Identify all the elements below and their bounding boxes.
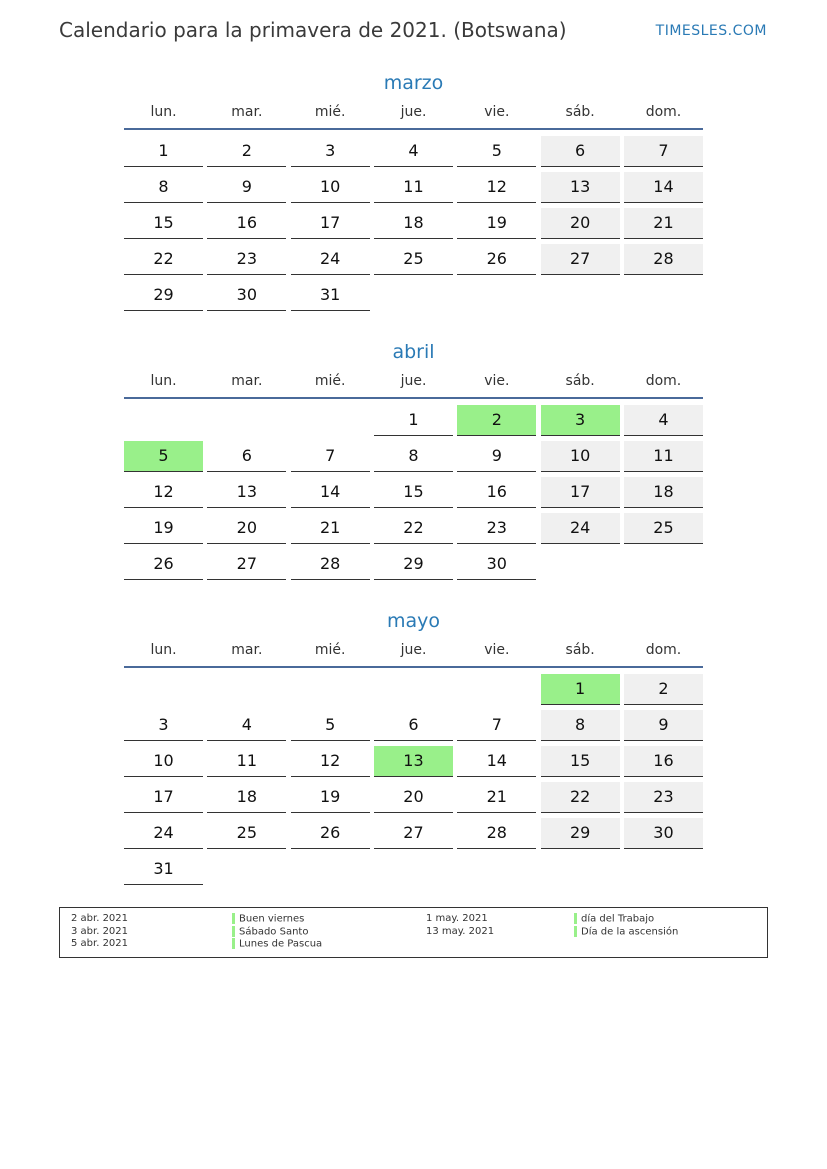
- empty-day-cell: [374, 854, 453, 885]
- page-title: Calendario para la primavera de 2021. (Botswana): [59, 18, 567, 42]
- day-cell: 28: [624, 244, 703, 275]
- empty-day-cell: [624, 280, 703, 311]
- day-cell: 16: [624, 746, 703, 777]
- legend-date: 5 abr. 2021: [71, 938, 129, 949]
- legend-date: 1 may. 2021: [426, 913, 488, 924]
- day-cell: 3: [124, 710, 203, 741]
- day-cell: 26: [457, 244, 536, 275]
- month-name: mayo: [386, 610, 441, 632]
- empty-day-cell: [457, 854, 536, 885]
- empty-day-cell: [124, 405, 203, 436]
- day-cell: 20: [541, 208, 620, 239]
- legend-names-left: [232, 913, 322, 951]
- day-cell: 30: [207, 280, 286, 311]
- legend-names-right: [574, 913, 678, 938]
- day-cell: 8: [374, 441, 453, 472]
- day-cell: 26: [124, 549, 203, 580]
- day-cell: 4: [207, 710, 286, 741]
- empty-day-cell: [374, 280, 453, 311]
- weekday-label: mié.: [314, 642, 346, 658]
- day-cell: 11: [207, 746, 286, 777]
- week-row: [124, 477, 703, 507]
- day-cell: 29: [124, 280, 203, 311]
- week-row: [124, 746, 703, 776]
- holiday-legend: [59, 907, 768, 958]
- day-cell: 28: [291, 549, 370, 580]
- legend-holiday-name: Lunes de Pascua: [239, 938, 323, 950]
- weekday-label: sáb.: [565, 104, 595, 120]
- day-cell: 5: [457, 136, 536, 167]
- weekday-label: jue.: [400, 373, 427, 389]
- legend-holiday-name: Buen viernes: [239, 913, 305, 925]
- day-cell: 21: [457, 782, 536, 813]
- weekday-label: mar.: [231, 642, 263, 658]
- legend-dates-left: [71, 913, 128, 951]
- day-cell: 20: [374, 782, 453, 813]
- week-row: [124, 441, 703, 471]
- month-grid: [124, 136, 703, 310]
- month-block-mayo: [124, 606, 703, 890]
- weekday-label: dom.: [645, 104, 682, 120]
- empty-day-cell: [624, 854, 703, 885]
- month-block-abril: [124, 337, 703, 585]
- day-cell: 18: [374, 208, 453, 239]
- week-row: [124, 710, 703, 740]
- month-name: marzo: [383, 72, 444, 94]
- holiday-day-cell: 5: [124, 441, 203, 472]
- day-cell: 17: [291, 208, 370, 239]
- day-cell: 12: [457, 172, 536, 203]
- holiday-color-marker: [232, 926, 235, 937]
- empty-day-cell: [541, 549, 620, 580]
- day-cell: 15: [374, 477, 453, 508]
- day-cell: 26: [291, 818, 370, 849]
- day-cell: 12: [291, 746, 370, 777]
- brand-link[interactable]: TIMESLES.COM: [655, 23, 767, 39]
- day-cell: 24: [541, 513, 620, 544]
- day-cell: 24: [291, 244, 370, 275]
- day-cell: 21: [624, 208, 703, 239]
- day-cell: 27: [541, 244, 620, 275]
- weekday-label: sáb.: [565, 642, 595, 658]
- legend-item: [574, 926, 678, 939]
- day-cell: 27: [374, 818, 453, 849]
- day-cell: 29: [541, 818, 620, 849]
- week-row: [124, 405, 703, 435]
- legend-item: [574, 913, 678, 926]
- legend-date: 2 abr. 2021: [71, 913, 129, 924]
- weekday-label: sáb.: [565, 373, 595, 389]
- day-cell: 15: [124, 208, 203, 239]
- holiday-color-marker: [574, 926, 577, 937]
- day-cell: 22: [124, 244, 203, 275]
- day-cell: 25: [207, 818, 286, 849]
- week-row: [124, 208, 703, 238]
- day-cell: 19: [291, 782, 370, 813]
- day-cell: 13: [207, 477, 286, 508]
- week-row: [124, 549, 703, 579]
- weekday-label: jue.: [400, 642, 427, 658]
- day-cell: 4: [624, 405, 703, 436]
- week-row: [124, 172, 703, 202]
- weekday-label: mar.: [231, 104, 263, 120]
- empty-day-cell: [291, 854, 370, 885]
- day-cell: 6: [374, 710, 453, 741]
- empty-day-cell: [541, 280, 620, 311]
- legend-item: [232, 913, 322, 926]
- weekday-label: lun.: [150, 642, 177, 658]
- weekday-label: dom.: [645, 373, 682, 389]
- day-cell: 12: [124, 477, 203, 508]
- day-cell: 29: [374, 549, 453, 580]
- holiday-day-cell: 1: [541, 674, 620, 705]
- empty-day-cell: [624, 549, 703, 580]
- legend-holiday-name: día del Trabajo: [581, 913, 655, 925]
- weekday-label: mié.: [314, 373, 346, 389]
- day-cell: 25: [624, 513, 703, 544]
- holiday-color-marker: [232, 913, 235, 924]
- day-cell: 30: [624, 818, 703, 849]
- holiday-day-cell: 3: [541, 405, 620, 436]
- day-cell: 23: [457, 513, 536, 544]
- day-cell: 1: [124, 136, 203, 167]
- holiday-color-marker: [232, 938, 235, 949]
- day-cell: 2: [624, 674, 703, 705]
- week-row: [124, 782, 703, 812]
- weekday-label: vie.: [484, 104, 510, 120]
- holiday-color-marker: [574, 913, 577, 924]
- day-cell: 7: [457, 710, 536, 741]
- empty-day-cell: [291, 674, 370, 705]
- weekday-label: mar.: [231, 373, 263, 389]
- legend-date: 3 abr. 2021: [71, 925, 129, 937]
- day-cell: 18: [207, 782, 286, 813]
- empty-day-cell: [207, 674, 286, 705]
- day-cell: 18: [624, 477, 703, 508]
- week-row: [124, 854, 703, 884]
- day-cell: 16: [207, 208, 286, 239]
- week-row: [124, 674, 703, 704]
- day-cell: 5: [291, 710, 370, 741]
- day-cell: 19: [124, 513, 203, 544]
- month-grid: [124, 405, 703, 579]
- weekday-header: [124, 98, 703, 130]
- day-cell: 17: [124, 782, 203, 813]
- week-row: [124, 280, 703, 310]
- empty-day-cell: [374, 674, 453, 705]
- day-cell: 16: [457, 477, 536, 508]
- weekday-header: [124, 367, 703, 399]
- day-cell: 30: [457, 549, 536, 580]
- week-row: [124, 818, 703, 848]
- weekday-label: jue.: [400, 104, 427, 120]
- day-cell: 7: [291, 441, 370, 472]
- holiday-day-cell: 13: [374, 746, 453, 777]
- day-cell: 13: [541, 172, 620, 203]
- day-cell: 9: [624, 710, 703, 741]
- month-block-marzo: [124, 68, 703, 316]
- day-cell: 20: [207, 513, 286, 544]
- day-cell: 7: [624, 136, 703, 167]
- day-cell: 10: [291, 172, 370, 203]
- empty-day-cell: [207, 405, 286, 436]
- day-cell: 27: [207, 549, 286, 580]
- day-cell: 19: [457, 208, 536, 239]
- day-cell: 22: [541, 782, 620, 813]
- day-cell: 11: [374, 172, 453, 203]
- holiday-day-cell: 2: [457, 405, 536, 436]
- day-cell: 23: [207, 244, 286, 275]
- day-cell: 10: [541, 441, 620, 472]
- day-cell: 23: [624, 782, 703, 813]
- day-cell: 31: [124, 854, 203, 885]
- day-cell: 9: [207, 172, 286, 203]
- week-row: [124, 136, 703, 166]
- empty-day-cell: [457, 280, 536, 311]
- day-cell: 8: [124, 172, 203, 203]
- day-cell: 8: [541, 710, 620, 741]
- day-cell: 14: [624, 172, 703, 203]
- day-cell: 1: [374, 405, 453, 436]
- legend-date: 13 may. 2021: [426, 925, 495, 937]
- weekday-label: lun.: [150, 104, 177, 120]
- day-cell: 25: [374, 244, 453, 275]
- empty-day-cell: [124, 674, 203, 705]
- week-row: [124, 513, 703, 543]
- weekday-label: vie.: [484, 642, 510, 658]
- day-cell: 15: [541, 746, 620, 777]
- day-cell: 11: [624, 441, 703, 472]
- day-cell: 28: [457, 818, 536, 849]
- day-cell: 24: [124, 818, 203, 849]
- day-cell: 14: [291, 477, 370, 508]
- day-cell: 22: [374, 513, 453, 544]
- day-cell: 31: [291, 280, 370, 311]
- day-cell: 6: [541, 136, 620, 167]
- day-cell: 6: [207, 441, 286, 472]
- legend-item: [232, 926, 322, 939]
- empty-day-cell: [207, 854, 286, 885]
- empty-day-cell: [457, 674, 536, 705]
- legend-dates-right: [426, 913, 494, 938]
- legend-holiday-name: Sábado Santo: [239, 926, 309, 937]
- month-name: abril: [392, 341, 435, 363]
- week-row: [124, 244, 703, 274]
- legend-holiday-name: Día de la ascensión: [581, 926, 679, 937]
- weekday-label: lun.: [150, 373, 177, 389]
- weekday-label: vie.: [484, 373, 510, 389]
- day-cell: 3: [291, 136, 370, 167]
- weekday-label: dom.: [645, 642, 682, 658]
- day-cell: 9: [457, 441, 536, 472]
- weekday-label: mié.: [314, 104, 346, 120]
- empty-day-cell: [541, 854, 620, 885]
- day-cell: 4: [374, 136, 453, 167]
- day-cell: 14: [457, 746, 536, 777]
- month-grid: [124, 674, 703, 884]
- day-cell: 21: [291, 513, 370, 544]
- legend-item: [232, 938, 322, 951]
- day-cell: 2: [207, 136, 286, 167]
- weekday-header: [124, 636, 703, 668]
- day-cell: 10: [124, 746, 203, 777]
- empty-day-cell: [291, 405, 370, 436]
- day-cell: 17: [541, 477, 620, 508]
